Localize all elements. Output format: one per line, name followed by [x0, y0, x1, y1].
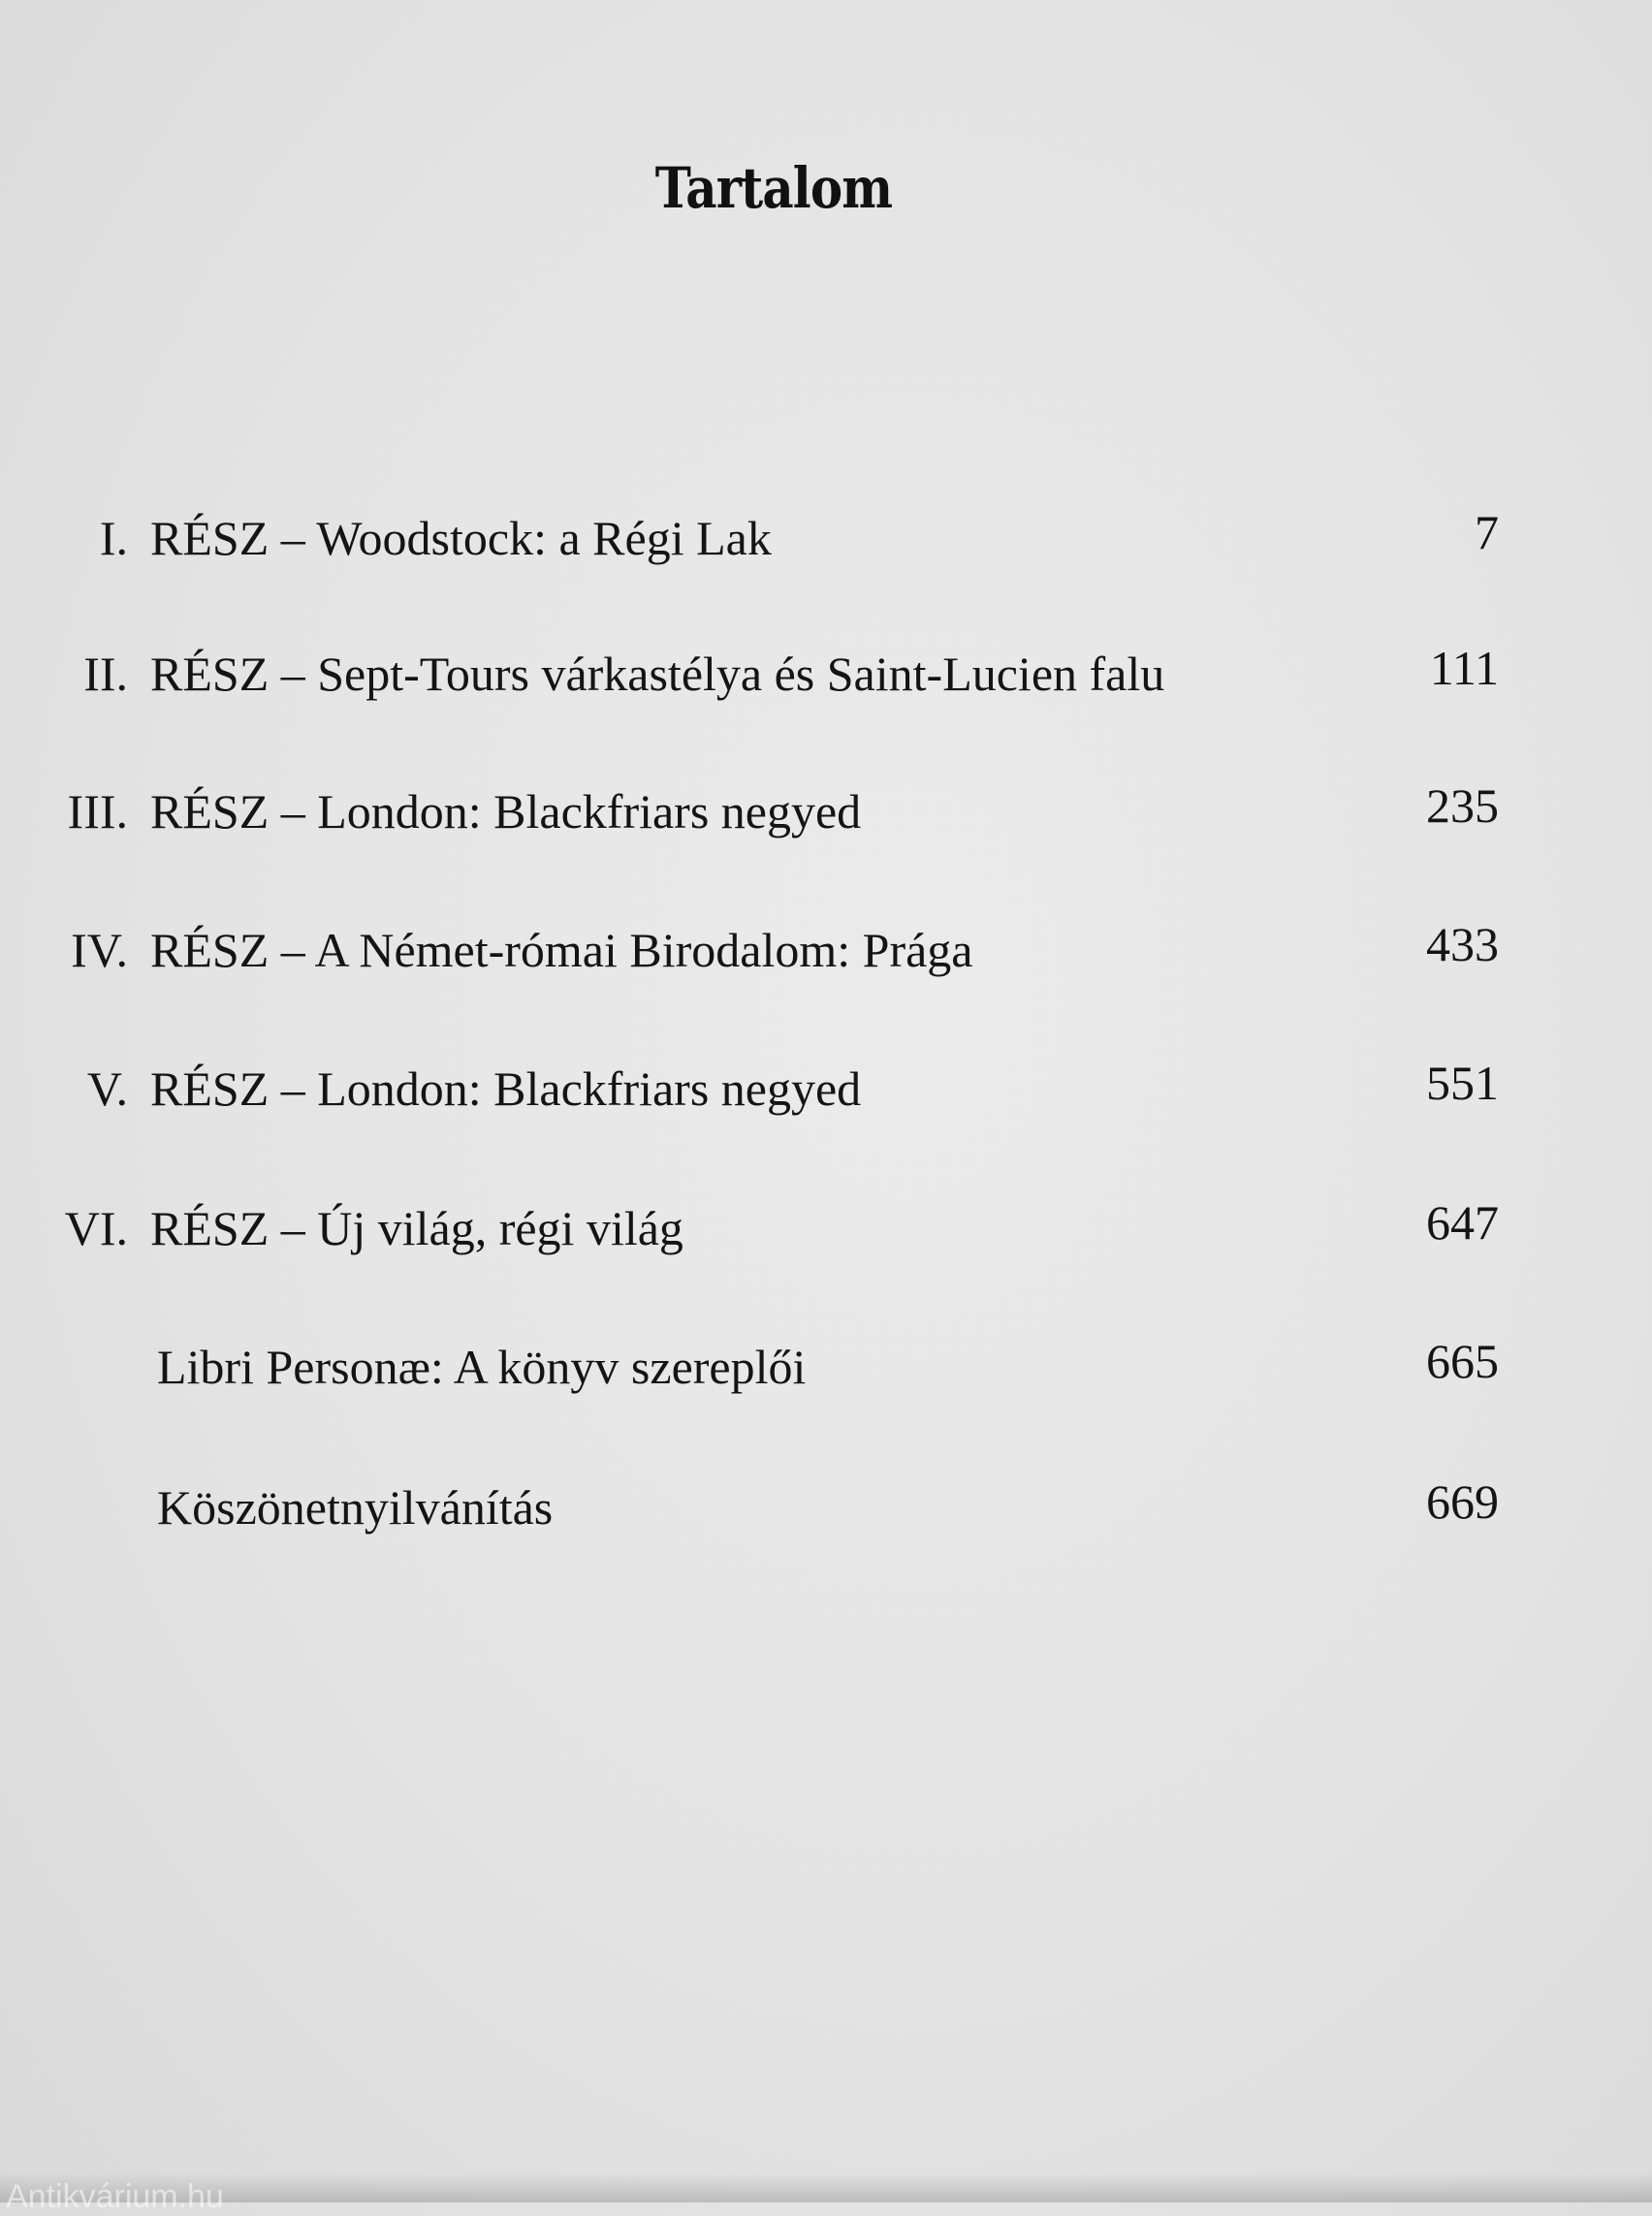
toc-entry: [0, 1189, 1652, 1267]
entry-title: RÉSZ – London: Blackfriars negyed: [150, 784, 862, 839]
page-number: 7: [1475, 505, 1499, 559]
part-numeral: VI.: [64, 1201, 128, 1255]
watermark-text: Antikvárium.hu: [6, 2178, 224, 2215]
part-numeral: IV.: [71, 923, 128, 977]
part-numeral: III.: [67, 784, 128, 839]
entry-title: RÉSZ – London: Blackfriars negyed: [150, 1061, 862, 1116]
toc-entry: [0, 911, 1652, 989]
entry-title: RÉSZ – Sept-Tours várkastélya és Saint-Lucien falu: [150, 647, 1165, 701]
page-number: 433: [1426, 917, 1499, 971]
page-number: 647: [1426, 1195, 1499, 1250]
page-number: 551: [1426, 1056, 1499, 1110]
page-number: 665: [1426, 1334, 1499, 1388]
toc-entry: [0, 773, 1652, 850]
toc-entry: [0, 499, 1652, 577]
page-number: 669: [1426, 1474, 1499, 1529]
toc-entry: [0, 1469, 1652, 1546]
toc-entry: [0, 1328, 1652, 1406]
toc-entry: [0, 635, 1652, 712]
page-title: Tartalom: [654, 155, 893, 221]
part-numeral: V.: [86, 1061, 128, 1116]
page-number: 235: [1426, 778, 1499, 833]
entry-title: Libri Personæ: A könyv szereplői: [157, 1340, 807, 1394]
entry-title: RÉSZ – A Német-római Birodalom: Prága: [150, 923, 973, 977]
entry-title: RÉSZ – Új világ, régi világ: [150, 1201, 683, 1255]
page-number: 111: [1429, 641, 1499, 695]
entry-title: RÉSZ – Woodstock: a Régi Lak: [150, 511, 772, 565]
toc-entry: [0, 1050, 1652, 1127]
entry-title: Köszönetnyilvánítás: [157, 1480, 554, 1535]
part-numeral: I.: [99, 511, 128, 565]
part-numeral: II.: [83, 647, 128, 701]
watermark-band: [0, 2173, 1652, 2215]
